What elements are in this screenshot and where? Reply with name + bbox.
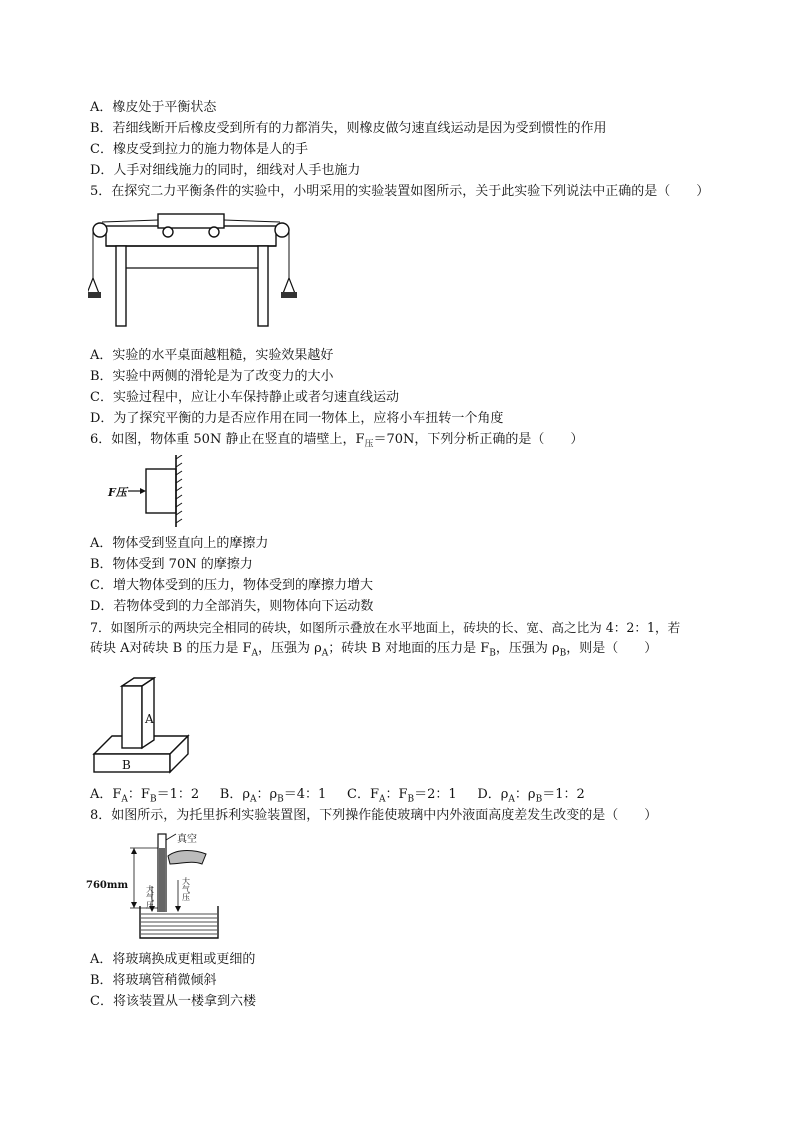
q7-stem-line2	[90, 641, 657, 662]
q7-figure-stacked-bricks	[92, 676, 192, 776]
q7-stem-sub-2: A	[321, 648, 329, 659]
q7-stem-text-c: ；砖块 B 对地面的压力是 F	[328, 641, 490, 656]
q4-option-d: D．人手对细线施力的同时，细线对人手也施力	[90, 163, 361, 178]
q7-option-d: D．$\rho_A$：$\rho_B=1$：2	[477, 787, 585, 805]
q7-option-c: C．$F_A$：$F_B=2$：1	[347, 787, 457, 805]
q7-figure-label-b: B	[122, 758, 131, 772]
q7-stem-text-b: ，压强为 ρ	[258, 641, 322, 656]
q5-figure-balance-apparatus	[88, 210, 303, 330]
q7-options	[90, 787, 585, 808]
q8-figure-torricelli-apparatus	[118, 830, 228, 942]
q6-option-d: D．若物体受到的力全部消失，则物体向下运动数	[90, 599, 374, 614]
q7-stem-sub-4: B	[559, 648, 567, 659]
q5-stem: 5．在探究二力平衡条件的实验中，小明采用的实验装置如图所示，关于此实验下列说法中正确的是（ ）	[90, 184, 710, 199]
q7-stem-sub-1: A	[251, 648, 258, 659]
q6-option-b: B．物体受到 70N 的摩擦力	[90, 557, 253, 572]
q8-label-atm-right: 大气压	[182, 877, 190, 902]
q7-option-b: B．$\rho_A$：$\rho_B=4$：1	[219, 787, 327, 805]
q6-option-c: C．增大物体受到的压力，物体受到的摩擦力增大	[90, 578, 373, 593]
q8-option-a: A．将玻璃换成更粗或更细的	[90, 952, 256, 967]
q8-label-height: 760mm	[86, 880, 129, 891]
q5-option-a: A．实验的水平桌面越粗糙，实验效果越好	[90, 348, 334, 363]
q7-stem-text-a: 砖块 A对砖块 B 的压力是 F	[90, 641, 252, 656]
q7-stem-line1: 7．如图所示的两块完全相同的砖块，如图所示叠放在水平地面上，砖块的长、宽、高之比为 4：2：1，若	[90, 620, 681, 635]
q6-stem	[90, 432, 583, 453]
q7-option-a: A．$F_A$：$F_B=1$：2	[90, 787, 200, 805]
q6-option-a: A．物体受到竖直向上的摩擦力	[90, 536, 269, 551]
q6-stem-part2: ＝70N，下列分析正确的是（ ）	[373, 432, 584, 447]
q8-label-vacuum: 真空	[177, 834, 197, 845]
q4-option-c: C．橡皮受到拉力的施力物体是人的手	[90, 142, 308, 157]
q5-option-b: B．实验中两侧的滑轮是为了改变力的大小	[90, 369, 334, 384]
q8-option-b: B．将玻璃管稍微倾斜	[90, 973, 217, 988]
q7-stem-sub-3: B	[489, 648, 496, 659]
q6-stem-part1: 6．如图，物体重 50N 静止在竖直的墙壁上，F	[90, 432, 365, 447]
q8-option-c: C．将该装置从一楼拿到六楼	[90, 994, 256, 1009]
q6-figure-force-label: F压	[108, 486, 127, 499]
q4-option-b: B．若细线断开后橡皮受到所有的力都消失，则橡皮做匀速直线运动是因为受到惯性的作用	[90, 121, 607, 136]
q7-stem-text-e: ，则是（ ）	[566, 641, 658, 656]
q4-option-a: A．橡皮处于平衡状态	[90, 100, 217, 115]
q5-option-d: D．为了探究平衡的力是否应作用在同一物体上，应将小车扭转一个角度	[90, 411, 504, 426]
q7-figure-label-a: A	[145, 712, 154, 726]
q8-label-atm-left: 大气压	[146, 885, 154, 910]
q8-stem: 8．如图所示，为托里拆利实验装置图，下列操作能使玻璃中内外液面高度差发生改变的是（ ）	[90, 808, 658, 823]
q7-stem-text-d: ，压强为 ρ	[495, 641, 560, 656]
q5-option-c: C．实验过程中，应让小车保持静止或者匀速直线运动	[90, 390, 399, 405]
q6-stem-sub: 压	[364, 439, 374, 450]
